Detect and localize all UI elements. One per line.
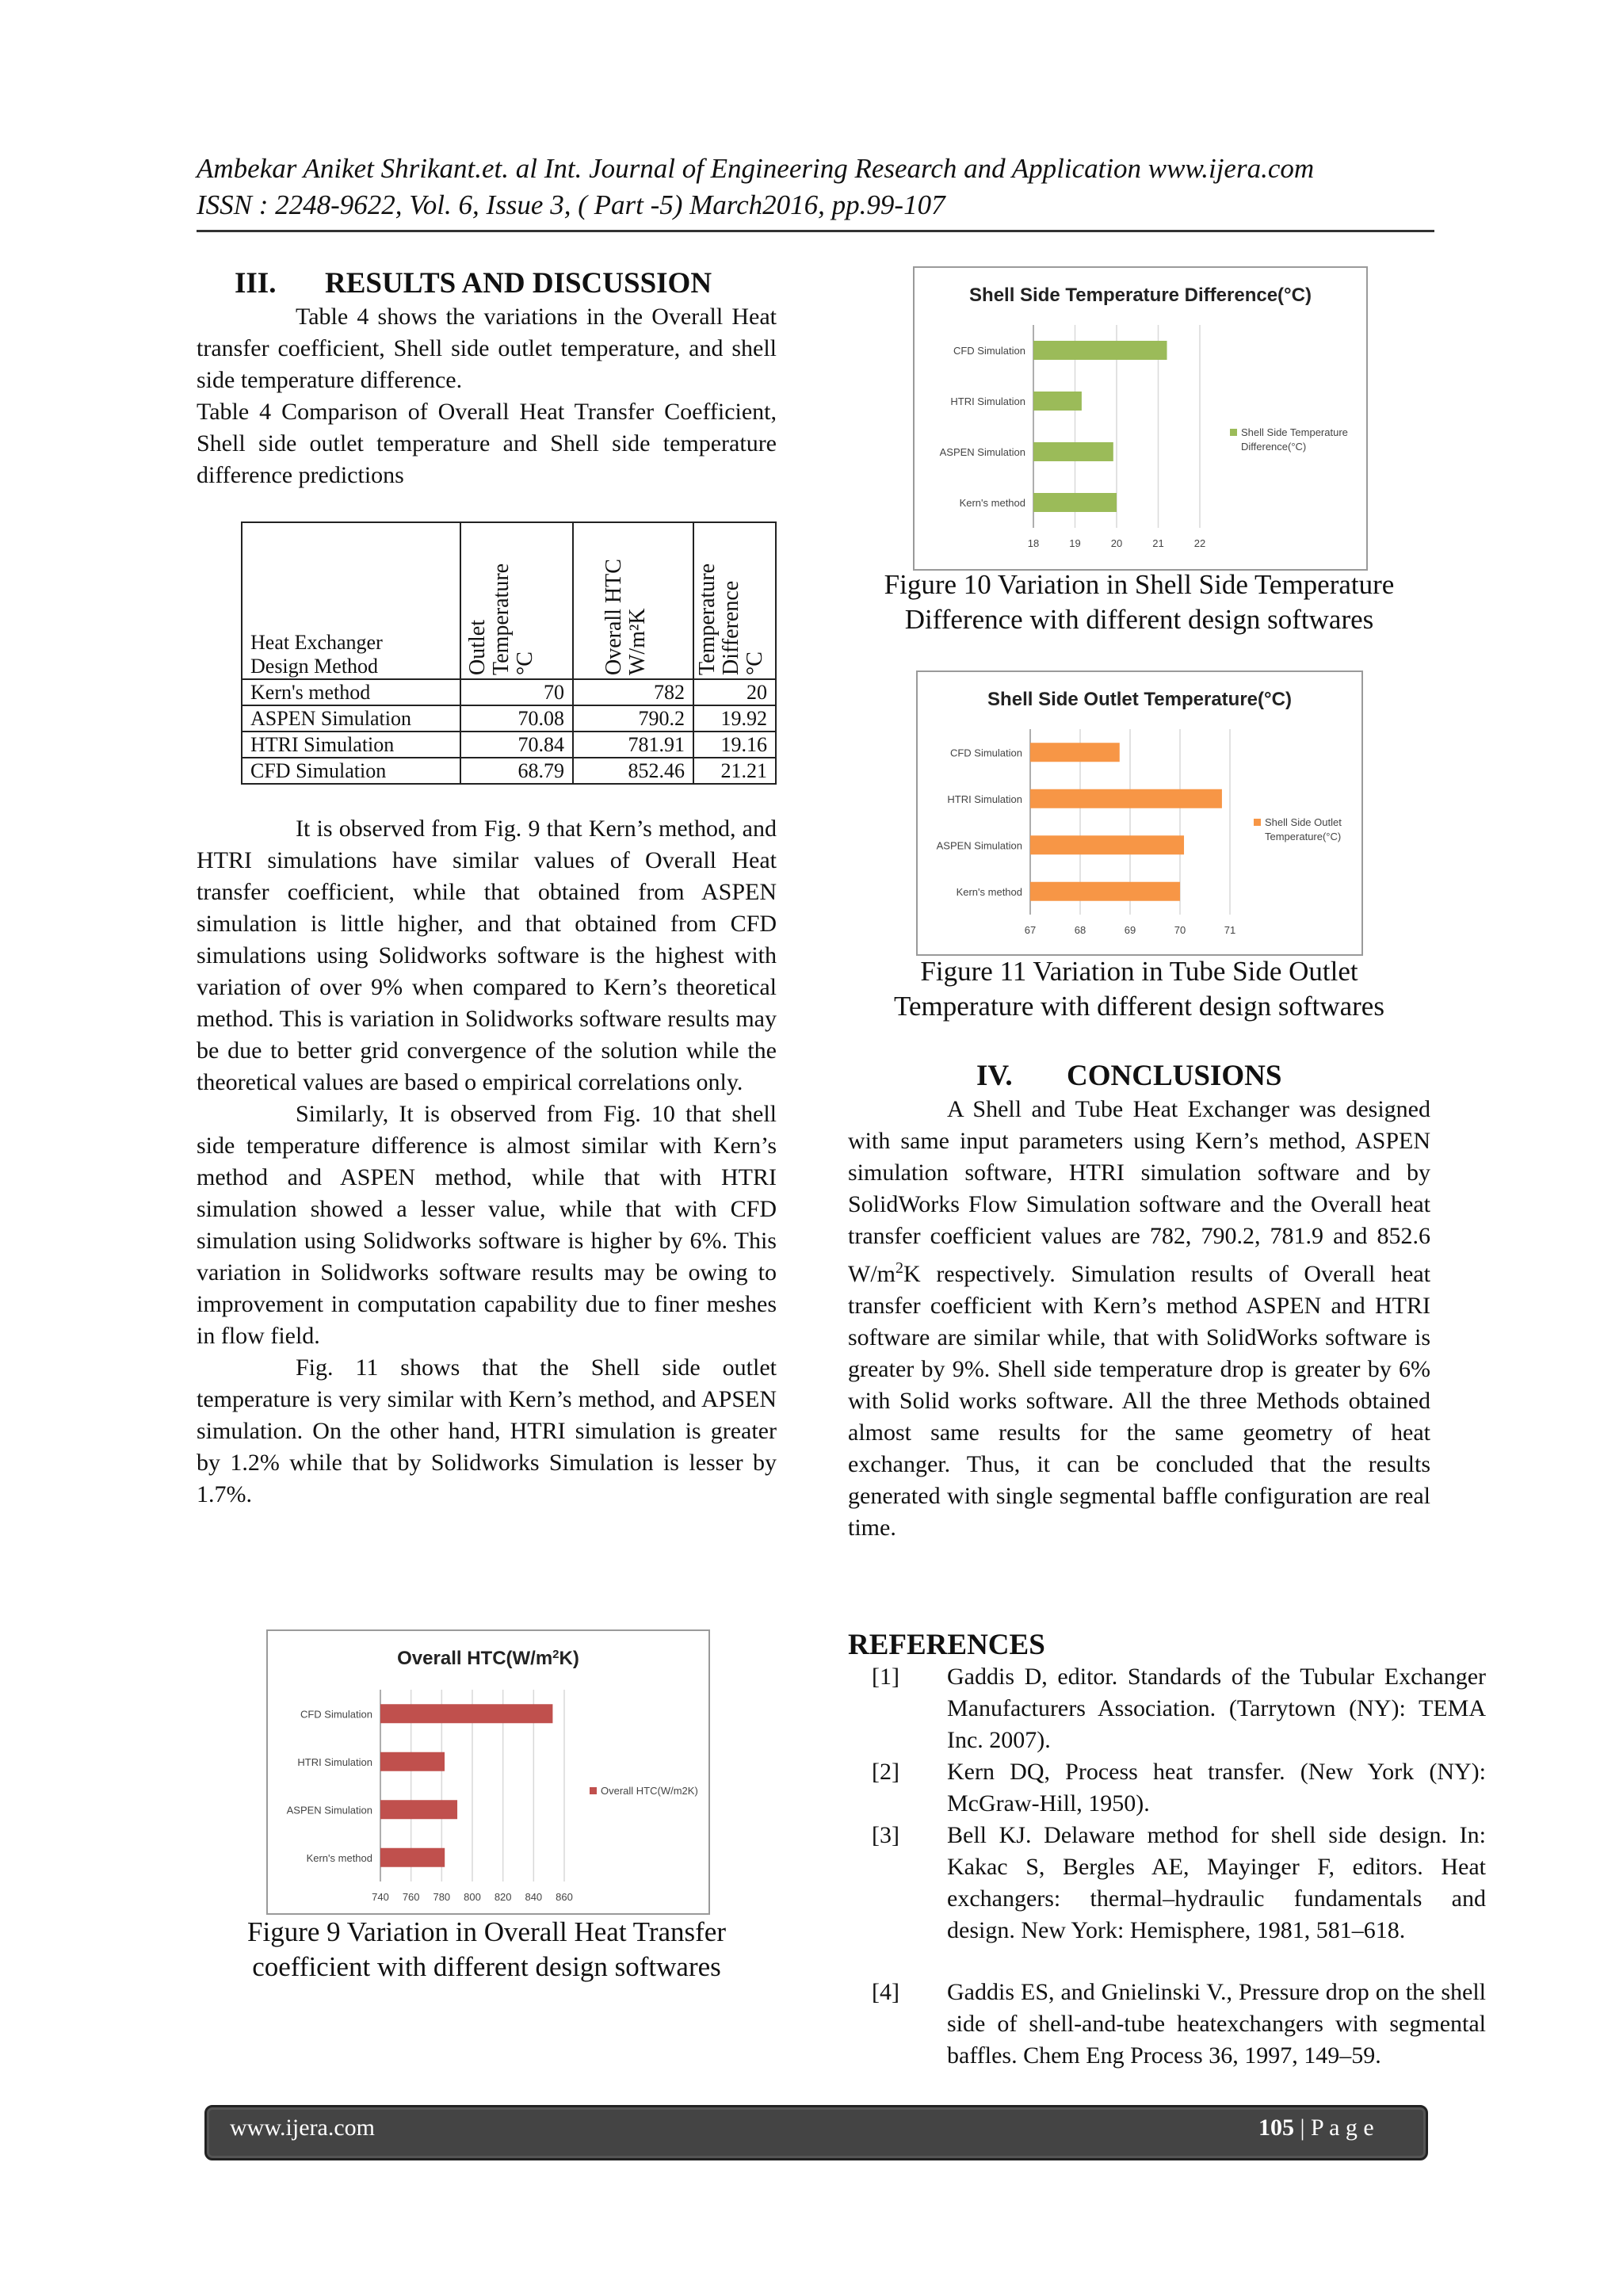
paragraph-fig9: It is observed from Fig. 9 that Kern’s method, and HTRI simulations have similar values of Overall Heat transfer coefficient, while that obtained from ASPEN simulation is little higher, and that obtained from CFD simulations using Solidworks software is the highest with variation of over 9% when compared to Kern’s theoretical method. This is variation in Solidworks software results may be due to better grid convergence of the solution while the theoretical values are based o empirical correlations only.: [197, 816, 777, 1095]
figure-9-chart: [268, 1631, 708, 1913]
header-outlet-line-3: °C: [513, 651, 537, 675]
header-line-2: ISSN : 2248-9622, Vol. 6, Issue 3, ( Part -5) March2016, pp.99-107: [197, 189, 945, 220]
chart-tick-label: 760: [402, 1891, 420, 1903]
table-header-htc: [573, 522, 693, 679]
reference-text: Gaddis D, editor. Standards of the Tubular Exchanger Manufacturers Association. (Tarrytown (NY): TEMA Inc. 2007).: [947, 1664, 1486, 1753]
section-3-number: III.: [235, 267, 277, 300]
chart-category-label: CFD Simulation: [953, 345, 1025, 357]
chart-bar: [1033, 442, 1113, 461]
conclusions-text-a: A Shell and Tube Heat Exchanger was designed with same input parameters using Kern’s method, ASPEN simulation software, HTRI simulation software and by SolidWorks Flow Simulation software and the Overall heat transfer coefficient values are 782, 790.2, 781.9 and 852.6 W/m: [848, 1096, 1430, 1287]
chart-title: [397, 1648, 579, 1670]
running-header: [197, 151, 1433, 223]
header-htc-line-2: W/m²K: [625, 608, 650, 675]
chart-category-label: Kern's method: [959, 497, 1025, 509]
chart-tick-label: 20: [1110, 537, 1123, 549]
header-diff-line-1: Temperature: [695, 563, 720, 675]
chart-legend-swatch: [1254, 819, 1261, 826]
table-header-diff: [693, 522, 776, 679]
chart-category-label: HTRI Simulation: [947, 793, 1022, 805]
table-header-diff-text: [696, 563, 767, 675]
chart-bar: [1033, 493, 1117, 512]
footer-page-label: | P a g e: [1294, 2115, 1374, 2141]
chart-title: Shell Side Temperature Difference(°C): [969, 285, 1312, 306]
figure-9-caption: Figure 9 Variation in Overall Heat Transfer coefficient with different design softwares: [247, 1916, 726, 1982]
section-3-title: RESULTS AND DISCUSSION: [325, 267, 712, 300]
chart-bar: [1033, 392, 1082, 411]
chart-bar: [380, 1704, 552, 1723]
table-header-htc-text: [602, 559, 650, 675]
section-4-number: IV.: [976, 1060, 1013, 1092]
header-outlet-line-2: Temperature: [489, 563, 514, 675]
section-3-body: [197, 813, 777, 1511]
table-cell-method: ASPEN Simulation: [242, 705, 460, 732]
chart-bar: [1030, 789, 1222, 808]
chart-category-label: ASPEN Simulation: [939, 446, 1025, 458]
figure-10-box: [913, 266, 1368, 571]
footer-page-number: 105: [1258, 2115, 1294, 2141]
chart-bar: [380, 1848, 445, 1867]
reference-item: [848, 1977, 1486, 2103]
header-diff-line-3: °C: [743, 651, 767, 675]
footer-website[interactable]: www.ijera.com: [230, 2115, 375, 2141]
chart-category-label: Kern's method: [956, 885, 1022, 898]
table-row: [242, 705, 776, 732]
figure-10-caption: Figure 10 Variation in Shell Side Temperature Difference with different design softwares: [884, 569, 1395, 635]
reference-item: [848, 1820, 1486, 1978]
chart-category-label: Kern's method: [306, 1851, 372, 1864]
conclusions-paragraph: [848, 1094, 1430, 1544]
table-header-method-line-1: Heat Exchanger: [250, 631, 383, 654]
chart-tick-label: 820: [494, 1891, 512, 1903]
chart-legend-swatch: [1230, 429, 1237, 436]
chart-tick-label: 19: [1069, 537, 1081, 549]
paragraph-fig11: Fig. 11 shows that the Shell side outlet temperature is very similar with Kern’s method, and APSEN simulation. On the other hand, HTRI simulation is greater by 1.2% while that by Solidworks Simulation is lesser by 1.7%.: [197, 1354, 777, 1507]
figure-11-chart: [918, 672, 1361, 954]
chart-legend-label: Shell Side Outlet: [1265, 816, 1342, 828]
table-cell-method: Kern's method: [242, 679, 460, 705]
chart-tick-label: 71: [1224, 924, 1236, 936]
table-cell-htc: 852.46: [573, 758, 693, 784]
table-cell-outlet: 70.84: [460, 732, 573, 758]
footer-page: [1258, 2115, 1374, 2141]
section-3-intro-block: [197, 301, 777, 491]
chart-legend-label: Temperature(°C): [1265, 831, 1342, 842]
chart-tick-label: 70: [1174, 924, 1186, 936]
reference-text: Gaddis ES, and Gnielinski V., Pressure drop on the shell side of shell-and-tube heatexchangers with segmental baffles. Chem Eng Process 36, 1997, 149–59.: [947, 1979, 1486, 2069]
header-htc-line-1: Overall HTC: [601, 559, 626, 675]
chart-tick-label: 22: [1193, 537, 1206, 549]
chart-category-label: ASPEN Simulation: [936, 839, 1022, 852]
table-cell-diff: 21.21: [693, 758, 776, 784]
table-cell-method: CFD Simulation: [242, 758, 460, 784]
chart-bar: [380, 1752, 445, 1771]
table-row: [242, 758, 776, 784]
figure-10-chart: [915, 268, 1366, 569]
chart-tick-label: 840: [525, 1891, 543, 1903]
chart-category-label: HTRI Simulation: [297, 1755, 372, 1768]
chart-bar: [1030, 882, 1180, 901]
table-header-method-line-2: Design Method: [250, 655, 379, 678]
chart-tick-label: 21: [1152, 537, 1164, 549]
reference-number: [2]: [872, 1759, 899, 1785]
chart-title-main: Overall HTC(W/m: [397, 1648, 553, 1669]
table-cell-outlet: 70.08: [460, 705, 573, 732]
table-header-method: [242, 522, 460, 679]
chart-tick-label: 780: [433, 1891, 451, 1903]
table-cell-outlet: 68.79: [460, 758, 573, 784]
section-4-title: CONCLUSIONS: [1067, 1060, 1282, 1092]
chart-bar: [1030, 743, 1120, 762]
reference-item: [848, 1661, 1486, 1756]
reference-text: Kern DQ, Process heat transfer. (New York (NY): McGraw-Hill, 1950).: [947, 1759, 1486, 1817]
chart-tick-label: 18: [1027, 537, 1040, 549]
table-4: [241, 521, 777, 785]
reference-item: [848, 1756, 1486, 1820]
chart-tick-label: 800: [464, 1891, 481, 1903]
reference-number: [1]: [872, 1664, 899, 1690]
header-rule: [197, 230, 1434, 232]
figure-11-caption: Figure 11 Variation in Tube Side Outlet Temperature with different design softwares: [894, 956, 1384, 1022]
table-header-outlet: [460, 522, 573, 679]
figure-11-box: [916, 670, 1363, 956]
section-3-intro: Table 4 shows the variations in the Overall Heat transfer coefficient, Shell side outlet temperature, and shell side temperature difference.: [197, 304, 777, 393]
table-row: [242, 732, 776, 758]
table-cell-method: HTRI Simulation: [242, 732, 460, 758]
table-row: [242, 679, 776, 705]
chart-title-unit: K): [559, 1648, 579, 1669]
reference-number: [4]: [872, 1979, 899, 2005]
chart-legend-label: Shell Side Temperature: [1241, 426, 1348, 438]
chart-legend-label: Difference(°C): [1241, 441, 1307, 453]
table-cell-htc: 790.2: [573, 705, 693, 732]
table-header-outlet-text: [466, 563, 537, 675]
chart-tick-label: 740: [372, 1891, 389, 1903]
chart-tick-label: 69: [1124, 924, 1136, 936]
reference-number: [3]: [872, 1822, 899, 1848]
chart-category-label: CFD Simulation: [949, 747, 1022, 759]
chart-category-label: ASPEN Simulation: [286, 1804, 372, 1817]
table-cell-htc: 782: [573, 679, 693, 705]
header-line-1: Ambekar Aniket Shrikant.et. al Int. Journal of Engineering Research and Application www.ijera.com: [197, 153, 1315, 184]
table-cell-diff: 19.92: [693, 705, 776, 732]
chart-category-label: CFD Simulation: [300, 1708, 372, 1721]
conclusions-text-b: K respectively. Simulation results of Overall heat transfer coefficient with Kern’s method ASPEN and HTRI software are similar while, that with SolidWorks software is greater by 9%. Shell side temperature drop is greater by 6% with Solid works software. All the three Methods obtained almost same results for the same geometry of heat exchanger. Thus, it can be concluded that the results generated with single segmental baffle configuration are real time.: [848, 1261, 1430, 1541]
chart-legend-label: Overall HTC(W/m2K): [601, 1785, 698, 1797]
chart-legend-swatch: [590, 1787, 597, 1794]
chart-bar: [1033, 341, 1167, 360]
chart-tick-label: 67: [1024, 924, 1037, 936]
reference-text: Bell KJ. Delaware method for shell side design. In: Kakac S, Bergles AE, Mayinger F, editors. Heat exchangers: thermal–hydraulic fundamentals and design. New York: Hemisphere, 1981, 581–618.: [947, 1822, 1486, 1943]
chart-bar: [1030, 835, 1184, 854]
table-cell-outlet: 70: [460, 679, 573, 705]
chart-tick-label: 860: [556, 1891, 573, 1903]
chart-title-sup: 2: [552, 1647, 559, 1661]
table-cell-htc: 781.91: [573, 732, 693, 758]
references-title: REFERENCES: [848, 1629, 1045, 1661]
table-4-caption: Table 4 Comparison of Overall Heat Transfer Coefficient, Shell side outlet temperature and Shell side temperature difference predictions: [197, 399, 777, 488]
chart-tick-label: 68: [1074, 924, 1086, 936]
chart-category-label: HTRI Simulation: [950, 395, 1025, 407]
conclusions-superscript: 2: [896, 1259, 903, 1277]
table-cell-diff: 20: [693, 679, 776, 705]
table-cell-diff: 19.16: [693, 732, 776, 758]
footer-bar: [204, 2105, 1428, 2160]
header-outlet-line-1: Outlet: [465, 620, 490, 675]
chart-title: Shell Side Outlet Temperature(°C): [987, 689, 1292, 710]
paragraph-fig10: Similarly, It is observed from Fig. 10 that shell side temperature difference is almost similar with Kern’s method and ASPEN method, while that with HTRI simulation showed a lesser value, while that with CFD simulation using Solidworks software is higher by 6%. This variation in Solidworks software results may be owing to improvement in computation capability due to finer meshes in flow field.: [197, 1101, 777, 1349]
chart-bar: [380, 1800, 457, 1819]
header-diff-line-2: Difference: [719, 580, 743, 675]
figure-9-box: [266, 1629, 710, 1915]
